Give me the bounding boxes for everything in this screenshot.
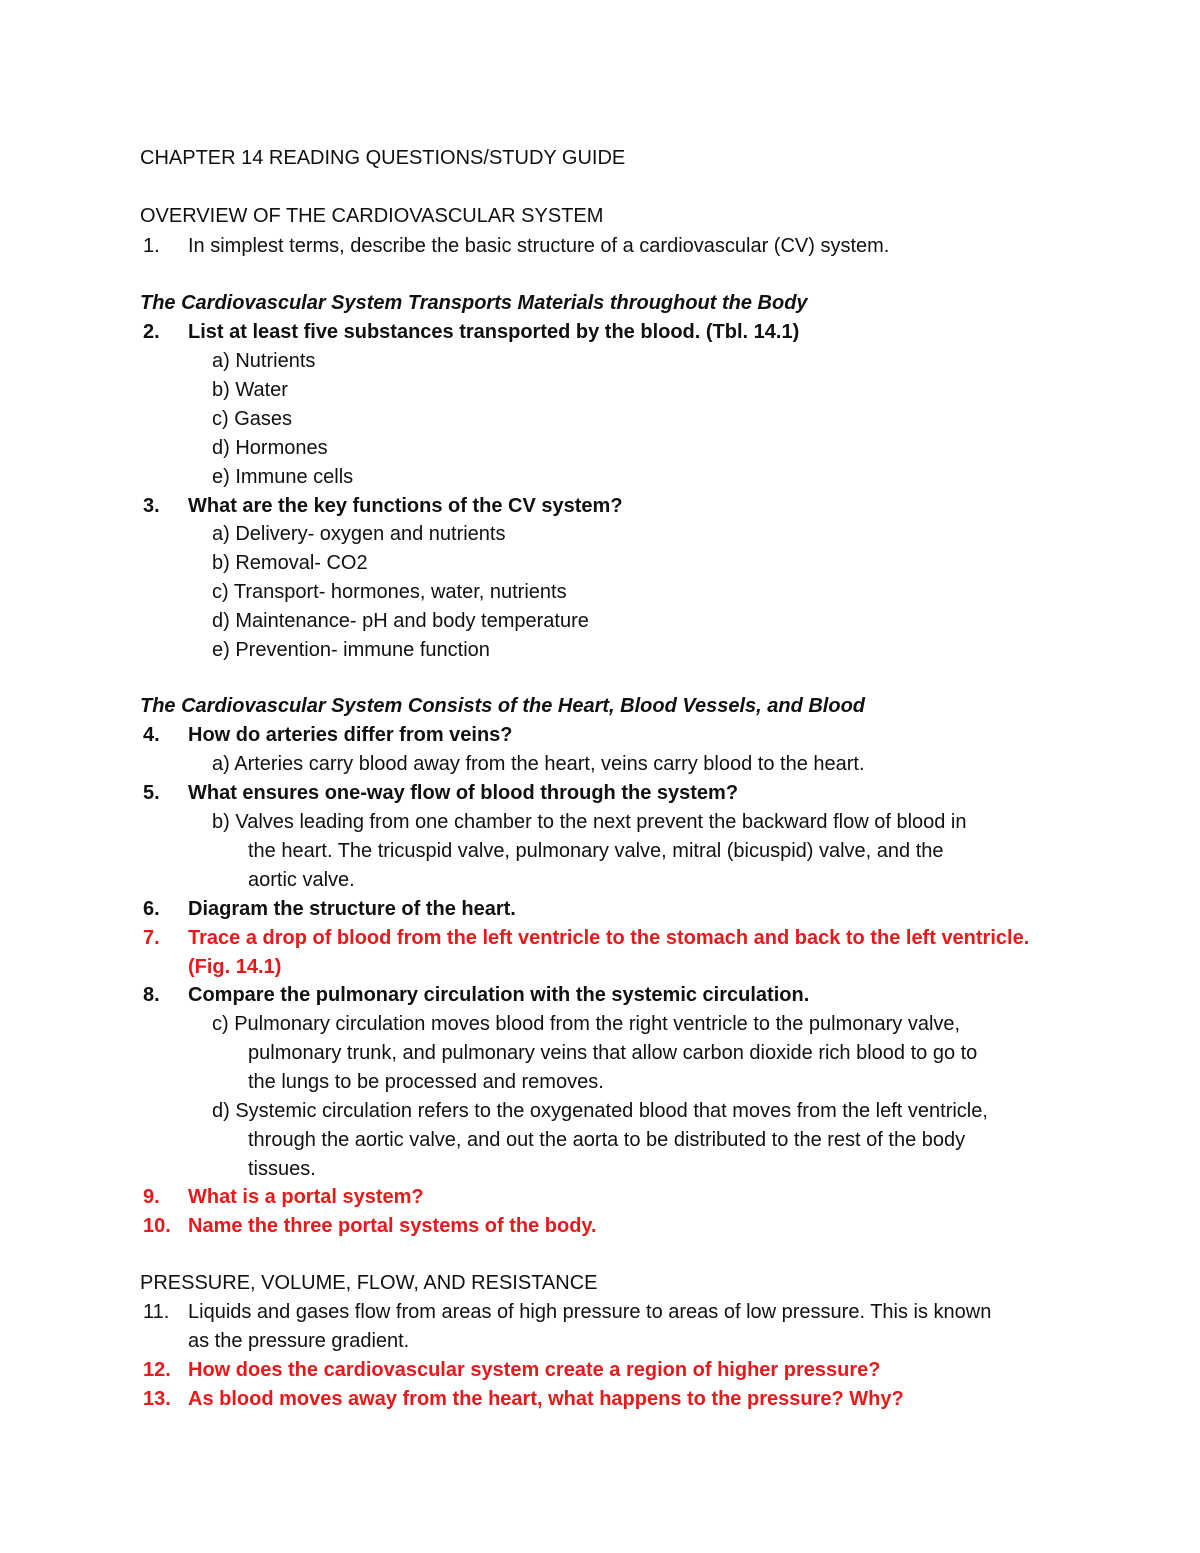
- question-number: 4.: [143, 724, 160, 746]
- question-number: 2.: [143, 321, 160, 343]
- answer-item: b) Valves leading from one chamber to the next prevent the backward flow of blood in: [212, 811, 967, 833]
- question-4: How do arteries differ from veins?: [188, 724, 513, 746]
- question-number: 11.: [143, 1301, 170, 1323]
- answer-item: e) Prevention- immune function: [212, 639, 490, 661]
- section-heading-overview: OVERVIEW OF THE CARDIOVASCULAR SYSTEM: [140, 205, 604, 227]
- answer-continuation: tissues.: [248, 1158, 316, 1180]
- answer-item: c) Gases: [212, 408, 293, 430]
- question-13: As blood moves away from the heart, what happens to the pressure? Why?: [188, 1388, 904, 1410]
- question-6: Diagram the structure of the heart.: [188, 898, 516, 920]
- question-number: 3.: [143, 495, 160, 517]
- answer-continuation: through the aortic valve, and out the aorta to be distributed to the rest of the body: [248, 1129, 966, 1151]
- answer-item: d) Hormones: [212, 437, 328, 459]
- question-number: 1.: [143, 235, 160, 257]
- question-number: 12.: [143, 1359, 171, 1381]
- answer-item: c) Transport- hormones, water, nutrients: [212, 581, 567, 603]
- question-7-continuation: (Fig. 14.1): [188, 956, 282, 978]
- question-number: 10.: [143, 1215, 171, 1237]
- answer-continuation: the heart. The tricuspid valve, pulmonary valve, mitral (bicuspid) valve, and the: [248, 840, 944, 862]
- answer-item: d) Maintenance- pH and body temperature: [212, 610, 589, 632]
- question-number: 8.: [143, 984, 160, 1006]
- answer-item: a) Delivery- oxygen and nutrients: [212, 523, 506, 545]
- question-number: 7.: [143, 927, 160, 949]
- question-number: 6.: [143, 898, 160, 920]
- question-11: Liquids and gases flow from areas of high pressure to areas of low pressure. This is known: [188, 1301, 992, 1323]
- section-heading-pressure: PRESSURE, VOLUME, FLOW, AND RESISTANCE: [140, 1272, 598, 1294]
- question-7: Trace a drop of blood from the left ventricle to the stomach and back to the left ventricle.: [188, 927, 1030, 949]
- question-5: What ensures one-way flow of blood through the system?: [188, 782, 739, 804]
- question-number: 13.: [143, 1388, 171, 1410]
- section-heading-transports: The Cardiovascular System Transports Materials throughout the Body: [140, 292, 808, 314]
- answer-item: a) Arteries carry blood away from the heart, veins carry blood to the heart.: [212, 753, 865, 775]
- answer-item: d) Systemic circulation refers to the oxygenated blood that moves from the left ventricle,: [212, 1100, 988, 1122]
- question-number: 9.: [143, 1186, 160, 1208]
- question-12: How does the cardiovascular system create a region of higher pressure?: [188, 1359, 881, 1381]
- question-number: 5.: [143, 782, 160, 804]
- question-3: What are the key functions of the CV system?: [188, 495, 623, 517]
- question-1: In simplest terms, describe the basic structure of a cardiovascular (CV) system.: [188, 235, 890, 257]
- answer-item: b) Removal- CO2: [212, 552, 368, 574]
- answer-item: c) Pulmonary circulation moves blood from the right ventricle to the pulmonary valve,: [212, 1013, 961, 1035]
- document-title: CHAPTER 14 READING QUESTIONS/STUDY GUIDE: [140, 147, 626, 169]
- question-8: Compare the pulmonary circulation with the systemic circulation.: [188, 984, 810, 1006]
- answer-item: a) Nutrients: [212, 350, 316, 372]
- section-heading-consists: The Cardiovascular System Consists of the Heart, Blood Vessels, and Blood: [140, 695, 865, 717]
- question-2: List at least five substances transported by the blood. (Tbl. 14.1): [188, 321, 800, 343]
- answer-continuation: pulmonary trunk, and pulmonary veins that allow carbon dioxide rich blood to go to: [248, 1042, 978, 1064]
- question-11-continuation: as the pressure gradient.: [188, 1330, 410, 1352]
- question-9: What is a portal system?: [188, 1186, 424, 1208]
- answer-continuation: the lungs to be processed and removes.: [248, 1071, 604, 1093]
- answer-item: b) Water: [212, 379, 288, 401]
- answer-item: e) Immune cells: [212, 466, 354, 488]
- question-10: Name the three portal systems of the body.: [188, 1215, 597, 1237]
- answer-continuation: aortic valve.: [248, 869, 355, 891]
